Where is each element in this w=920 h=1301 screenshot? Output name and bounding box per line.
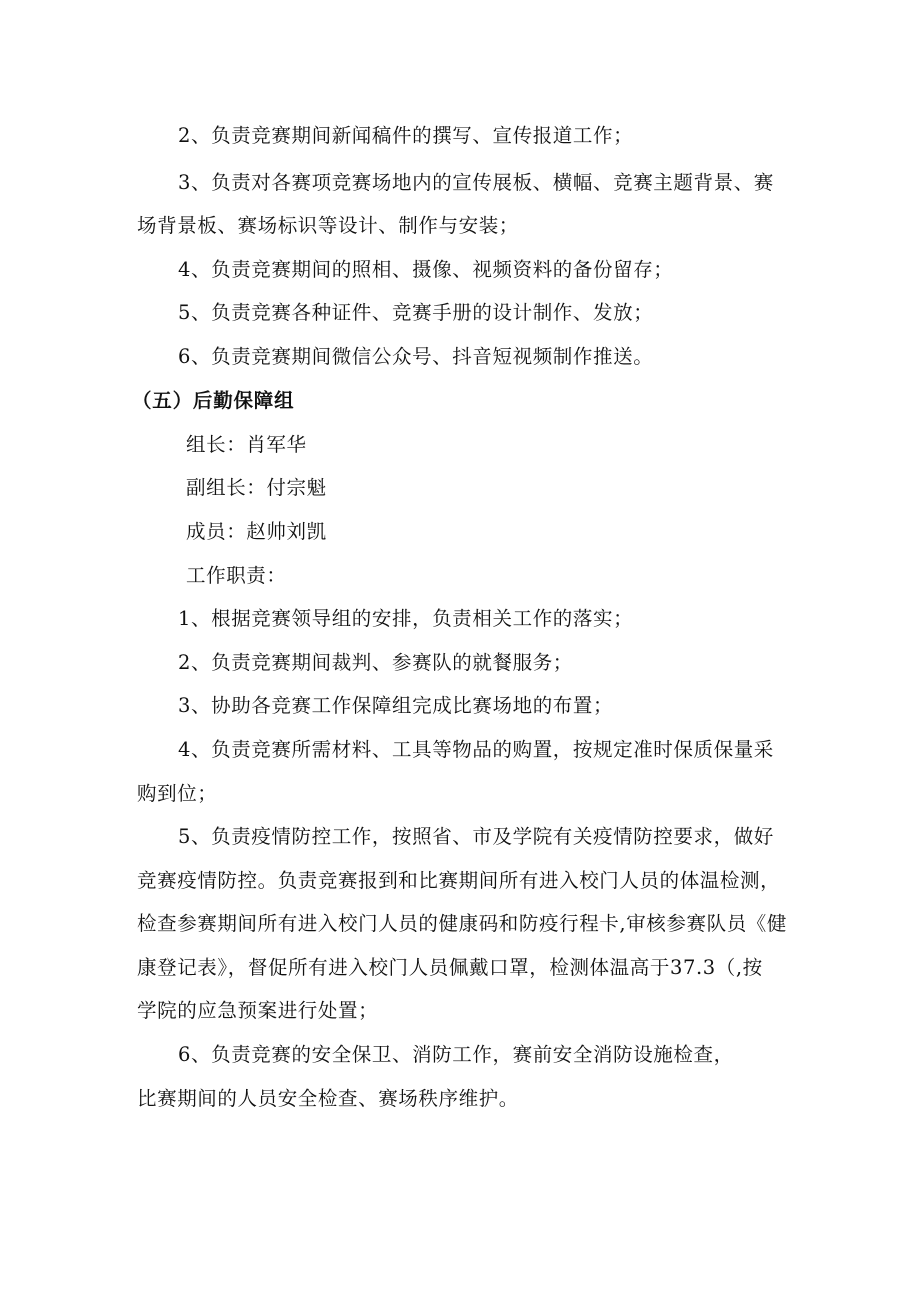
logistics-item-4-line-1: 4、负责竞赛所需材料、工具等物品的购置，按规定准时保质保量采 — [178, 738, 774, 761]
group-leader: 组长：肖军华 — [186, 433, 307, 456]
logistics-item-5-line-4: 康登记表》，督促所有进入校门人员佩戴口罩，检测体温高于37.3（,按 — [137, 956, 763, 979]
duties-label: 工作职责： — [186, 564, 287, 587]
logistics-item-6-line-2: 比赛期间的人员安全检查、赛场秩序维护。 — [137, 1087, 519, 1110]
group-members: 成员：赵帅刘凯 — [186, 520, 327, 543]
section-heading-logistics: （五）后勤保障组 — [132, 389, 295, 412]
logistics-item-5-line-3: 检查参赛期间所有进入校门人员的健康码和防疫行程卡,审核参赛队员《健 — [137, 912, 787, 935]
logistics-item-4-line-2: 购到位； — [137, 782, 218, 805]
publicity-item-5: 5、负责竞赛各种证件、竞赛手册的设计制作、发放； — [178, 301, 654, 324]
publicity-item-3-line-2: 场背景板、赛场标识等设计、制作与安装； — [137, 214, 519, 237]
logistics-item-5-line-1: 5、负责疫情防控工作，按照省、市及学院有关疫情防控要求，做好 — [178, 825, 774, 848]
logistics-item-5-line-5: 学院的应急预案进行处置； — [137, 999, 379, 1022]
deputy-group-leader: 副组长：付宗魁 — [186, 476, 327, 499]
publicity-item-4: 4、负责竞赛期间的照相、摄像、视频资料的备份留存； — [178, 258, 674, 281]
publicity-item-6: 6、负责竞赛期间微信公众号、抖音短视频制作推送。 — [178, 345, 654, 368]
logistics-item-2: 2、负责竞赛期间裁判、参赛队的就餐服务； — [178, 651, 573, 674]
publicity-item-3-line-1: 3、负责对各赛项竞赛场地内的宣传展板、横幅、竞赛主题背景、赛 — [178, 171, 774, 194]
logistics-item-6-line-1: 6、负责竞赛的安全保卫、消防工作，赛前安全消防设施检查， — [178, 1043, 734, 1066]
logistics-item-1: 1、根据竞赛领导组的安排，负责相关工作的落实； — [178, 607, 634, 630]
publicity-item-2: 2、负责竞赛期间新闻稿件的撰写、宣传报道工作； — [178, 124, 634, 147]
logistics-item-3: 3、协助各竞赛工作保障组完成比赛场地的布置； — [178, 694, 614, 717]
logistics-item-5-line-2: 竞赛疫情防控。负责竞赛报到和比赛期间所有进入校门人员的体温检测， — [137, 869, 781, 892]
